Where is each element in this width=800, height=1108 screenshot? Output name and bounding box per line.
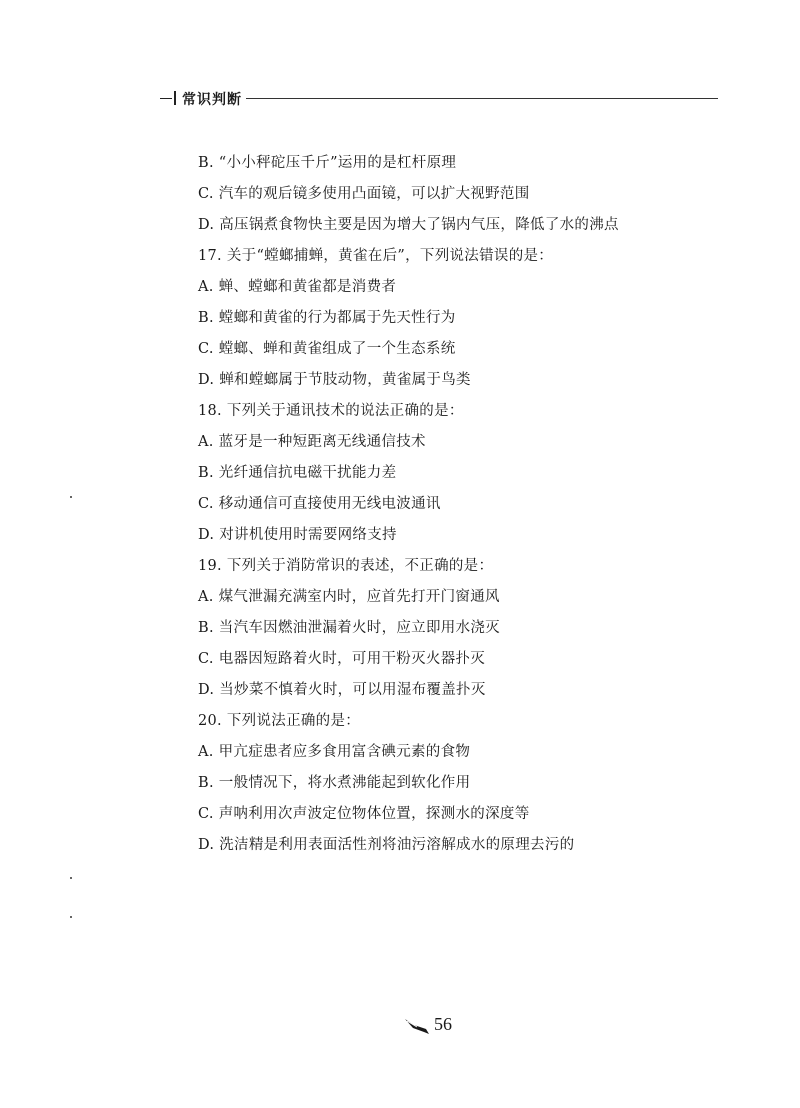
text-line: A. 蓝牙是一种短距离无线通信技术: [198, 434, 426, 450]
question-17-stem: 17. 关于“螳螂捕蝉，黄雀在后”，下列说法错误的是：: [198, 248, 554, 264]
header-rule: [246, 98, 718, 99]
text-line: A. 煤气泄漏充满室内时，应首先打开门窗通风: [198, 589, 500, 605]
page-number: 56: [434, 1014, 452, 1034]
scan-speck: [70, 877, 72, 879]
text-line: C. 声呐利用次声波定位物体位置，探测水的深度等: [198, 806, 530, 822]
question-19-stem: 19. 下列关于消防常识的表述，不正确的是：: [198, 558, 494, 574]
question-18-stem: 18. 下列关于通讯技术的说法正确的是：: [198, 403, 464, 419]
text-line: C. 电器因短路着火时，可用干粉灭火器扑灭: [198, 651, 486, 667]
text-line: B. 螳螂和黄雀的行为都属于先天性行为: [198, 310, 456, 326]
text-line: B. 当汽车因燃油泄漏着火时，应立即用水浇灭: [198, 620, 500, 636]
header-lead-rule: [160, 98, 172, 99]
text-line: D. 洗洁精是利用表面活性剂将油污溶解成水的原理去污的: [198, 837, 575, 853]
text-line: D. 当炒菜不慎着火时，可以用湿布覆盖扑灭: [198, 682, 486, 698]
header-bar: [174, 91, 176, 105]
text-line: D. 对讲机使用时需要网络支持: [198, 527, 397, 543]
page-header: [160, 88, 720, 108]
question-text: [198, 148, 718, 861]
text-line: C. 螳螂、蝉和黄雀组成了一个生态系统: [198, 341, 456, 357]
question-20-stem: 20. 下列说法正确的是：: [198, 713, 361, 729]
section-title: 常识判断: [182, 92, 242, 108]
text-line: A. 蝉、螳螂和黄雀都是消费者: [198, 279, 397, 295]
text-line: D. 蝉和螳螂属于节肢动物，黄雀属于鸟类: [198, 372, 471, 388]
text-line: C. 移动通信可直接使用无线电波通讯: [198, 496, 441, 512]
text-line: B. “小小秤砣压千斤”运用的是杠杆原理: [198, 155, 457, 171]
text-line: B. 光纤通信抗电磁干扰能力差: [198, 465, 397, 481]
feather-quill-icon: [404, 1016, 430, 1036]
text-line: C. 汽车的观后镜多使用凸面镜，可以扩大视野范围: [198, 186, 530, 202]
scan-speck: [70, 496, 72, 498]
text-line: B. 一般情况下，将水煮沸能起到软化作用: [198, 775, 471, 791]
text-line: A. 甲亢症患者应多食用富含碘元素的食物: [198, 744, 471, 760]
text-line: D. 高压锅煮食物快主要是因为增大了锅内气压，降低了水的沸点: [198, 217, 619, 233]
scan-speck: [70, 916, 72, 918]
